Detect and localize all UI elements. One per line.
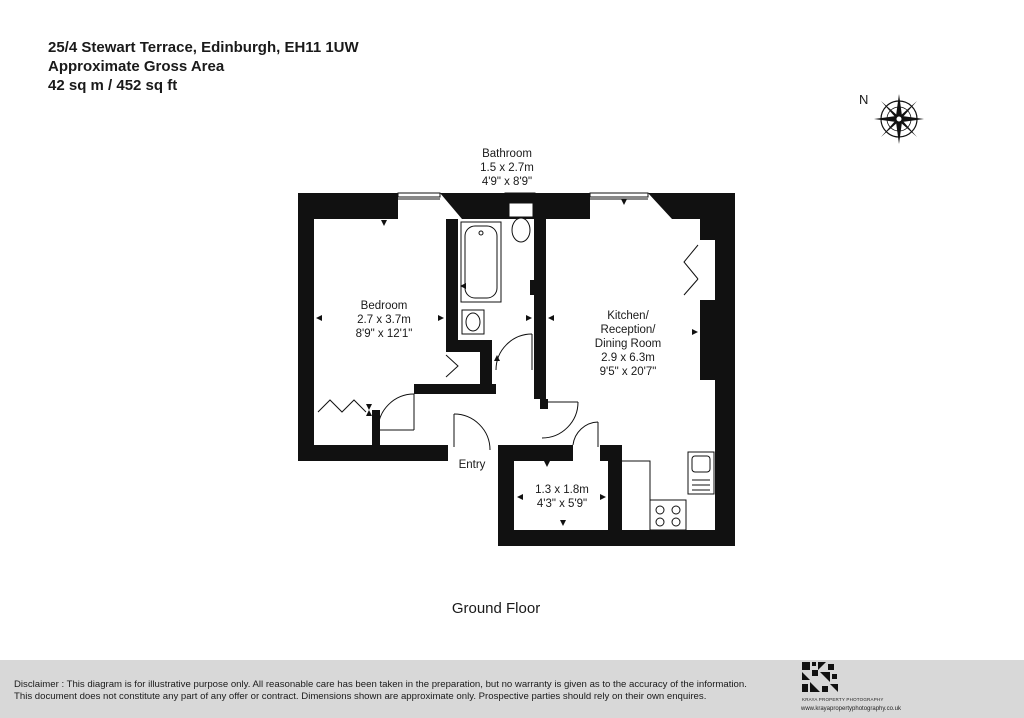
compass-north-label: N: [859, 92, 869, 107]
bathroom-imperial: 4'9" x 8'9": [481, 176, 533, 188]
bathroom-metric: 1.5 x 2.7m: [480, 162, 534, 174]
disclaimer-line-1: Disclaimer : This diagram is for illustrative purpose only. All reasonable care has been taken in the preparation, but no warranty is given as to the accuracy of the information.: [14, 679, 747, 690]
property-address: 25/4 Stewart Terrace, Edinburgh, EH11 1UW: [48, 39, 359, 56]
kitchen-name-3: Dining Room: [594, 338, 662, 350]
room-label-kitchen: [595, 309, 661, 379]
room-label-entry: [459, 458, 486, 472]
kitchen-metric: 2.9 x 6.3m: [601, 352, 655, 364]
logo-name-text: KRAYA PROPERTY PHOTOGRAPHY: [802, 697, 884, 702]
store-imperial: 4'3" x 5'9": [536, 498, 588, 510]
kitchen-name-1: Kitchen/: [607, 310, 649, 322]
floor-label: Ground Floor: [451, 600, 541, 617]
disclaimer-line-2: This document does not constitute any part of any offer or contract. Dimensions shown are approximate only. Prospective parties should rely on their own enquires.: [14, 691, 707, 702]
kitchen-name-2: Reception/: [600, 324, 656, 336]
logo-url-link[interactable]: www.krayapropertyphotography.co.uk: [801, 706, 901, 712]
bedroom-imperial: 8'9" x 12'1": [355, 328, 413, 340]
area-value: 42 sq m / 452 sq ft: [48, 77, 178, 94]
room-label-bedroom: [356, 299, 413, 341]
entry-name: Entry: [458, 459, 486, 471]
kitchen-imperial: 9'5" x 20'7": [599, 366, 657, 378]
area-title: Approximate Gross Area: [48, 58, 225, 75]
room-label-bathroom: [480, 147, 534, 189]
footer-disclaimer-bar: [0, 660, 1024, 718]
disclaimer-text: [14, 679, 747, 703]
walls: [298, 193, 735, 546]
bathroom-name: Bathroom: [482, 148, 532, 160]
bedroom-metric: 2.7 x 3.7m: [357, 314, 411, 326]
bedroom-name: Bedroom: [360, 300, 408, 312]
room-label-store: [535, 483, 589, 511]
store-metric: 1.3 x 1.8m: [535, 484, 589, 496]
